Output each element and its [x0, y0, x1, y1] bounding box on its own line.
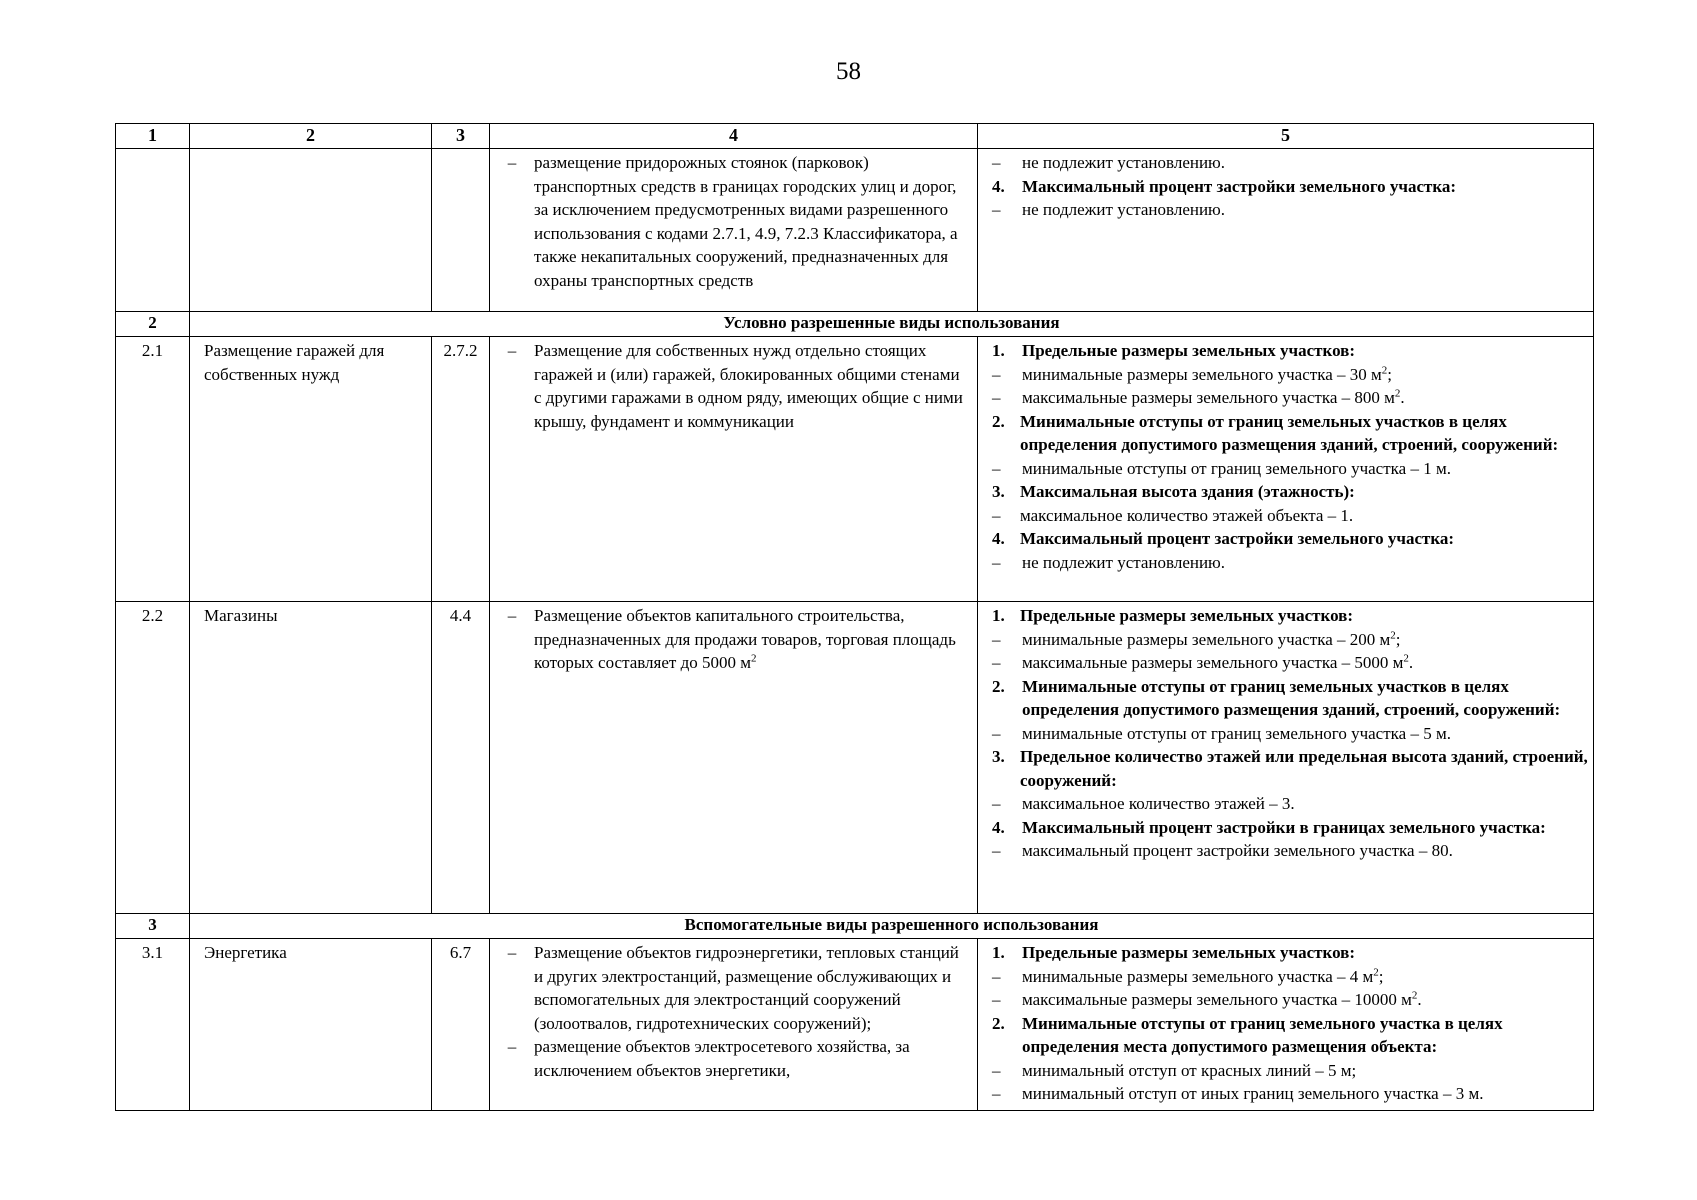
param-number: 4. — [992, 817, 1005, 837]
dash-marker: – — [992, 1060, 1001, 1080]
param-text: максимальные размеры земельного участка – 800 м — [1022, 388, 1395, 407]
param-text: минимальные отступы от границ земельного участка – 5 м. — [1022, 723, 1451, 743]
description-text: Размещение объектов капитального строительства, предназначенных для продажи товаров, торговая площадь которых составляет до 5000 м — [534, 606, 956, 672]
row-number: 2.2 — [116, 602, 190, 914]
param-number: 2. — [992, 411, 1005, 431]
dash-marker: – — [992, 966, 1001, 986]
dash-marker: – — [992, 505, 1001, 525]
header-col-2: 2 — [190, 124, 432, 149]
superscript: 2 — [1381, 363, 1388, 376]
param-number: 2. — [992, 1013, 1005, 1033]
cell-empty — [116, 149, 190, 312]
param-text: минимальные размеры земельного участка – 200 м — [1022, 629, 1391, 649]
param-text: минимальные размеры земельного участка – 30 м — [1022, 364, 1382, 384]
dash-marker: – — [992, 841, 1001, 860]
param-text: максимальное количество этажей объекта – 1. — [1020, 505, 1354, 525]
param-number: 4. — [992, 529, 1005, 548]
page-number: 58 — [836, 58, 861, 85]
param-text: минимальный отступ от красных линий – 5 м; — [1022, 1060, 1357, 1080]
param-text: минимальный отступ от иных границ земельного участка – 3 м. — [1022, 1084, 1484, 1103]
cell-parameters — [978, 602, 1594, 914]
superscript: 2 — [1394, 387, 1401, 400]
dash-marker: – — [507, 1037, 517, 1056]
section-number: 2 — [116, 312, 190, 337]
param-text: минимальные размеры земельного участка – 4 м — [1022, 966, 1374, 986]
use-name: Размещение гаражей для собственных нужд — [190, 337, 432, 602]
dash-marker: – — [992, 153, 1001, 172]
superscript: 2 — [1411, 989, 1418, 1002]
section-row-conditional — [116, 312, 1594, 337]
description-text: размещение объектов электросетевого хозяйства, за исключением объектов энергетики, — [534, 1037, 910, 1080]
punctuation: . — [1408, 653, 1414, 672]
cell-parameters — [978, 939, 1594, 1111]
param-heading: Максимальный процент застройки земельного участка: — [1022, 176, 1457, 196]
cell-parameters — [978, 337, 1594, 602]
param-number: 1. — [992, 943, 1005, 962]
table-row-3-1 — [116, 939, 1594, 1111]
section-number: 3 — [116, 914, 190, 939]
dash-marker: – — [992, 629, 1001, 649]
cell-description — [490, 337, 978, 602]
table-row-2-2 — [116, 602, 1594, 914]
section-title: Условно разрешенные виды использования — [190, 312, 1594, 337]
param-number: 2. — [992, 676, 1005, 696]
header-col-1: 1 — [116, 124, 190, 149]
use-code: 6.7 — [432, 939, 490, 1111]
row-number: 3.1 — [116, 939, 190, 1111]
param-text: максимальное количество этажей – 3. — [1022, 794, 1295, 813]
dash-marker: – — [992, 200, 1001, 219]
param-number: 1. — [992, 341, 1005, 360]
dash-marker: – — [507, 341, 517, 360]
dash-marker: – — [507, 153, 517, 172]
table-header-row — [116, 124, 1594, 149]
superscript: 2 — [1390, 628, 1396, 641]
header-col-3: 3 — [432, 124, 490, 149]
param-heading: Минимальные отступы от границ земельных участков в целях определения допустимого размещения зданий, строений, сооружений: — [1022, 676, 1561, 719]
punctuation: ; — [1387, 364, 1392, 384]
param-text: минимальные отступы от границ земельного участка – 1 м. — [1022, 458, 1451, 478]
dash-marker: – — [992, 1084, 1001, 1103]
cell-description — [490, 939, 978, 1111]
dash-marker: – — [507, 943, 517, 962]
section-row-auxiliary — [116, 914, 1594, 939]
land-use-table — [115, 123, 1594, 1111]
param-text: максимальные размеры земельного участка – 10000 м — [1022, 990, 1412, 1009]
param-number: 4. — [992, 176, 1005, 196]
dash-marker: – — [507, 606, 517, 625]
param-heading: Максимальный процент застройки земельного участка: — [1020, 529, 1455, 548]
punctuation: ; — [1395, 629, 1401, 649]
table-row-2-1 — [116, 337, 1594, 602]
use-code: 4.4 — [432, 602, 490, 914]
cell-empty — [190, 149, 432, 312]
superscript: 2 — [1403, 652, 1409, 665]
param-heading: Предельное количество этажей или предельная высота зданий, строений, сооружений: — [1020, 747, 1588, 790]
dash-marker: – — [992, 458, 1001, 478]
use-name: Энергетика — [190, 939, 432, 1111]
cell-description — [490, 149, 978, 312]
dash-marker: – — [992, 653, 1001, 672]
dash-marker: – — [992, 990, 1001, 1009]
row-number: 2.1 — [116, 337, 190, 602]
punctuation: . — [1400, 388, 1405, 407]
param-number: 1. — [992, 606, 1005, 625]
param-text: не подлежит установлению. — [1022, 200, 1226, 219]
param-text: максимальные размеры земельного участка – 5000 м — [1022, 653, 1404, 672]
param-number: 3. — [992, 482, 1005, 501]
dash-marker: – — [992, 364, 1001, 384]
param-text: максимальный процент застройки земельного участка – 80. — [1022, 841, 1453, 860]
description-text: Размещение объектов гидроэнергетики, тепловых станций и других электростанций, размещение обслуживающих и вспомогательных для электростанций сооружений (золоотвалов, гидротехнических сооружений); — [534, 943, 959, 1033]
cell-description — [490, 602, 978, 914]
table-row-continuation — [116, 149, 1594, 312]
cell-parameters — [978, 149, 1594, 312]
use-name: Магазины — [190, 602, 432, 914]
use-code: 2.7.2 — [432, 337, 490, 602]
param-text: не подлежит установлению. — [1022, 153, 1226, 172]
param-heading: Максимальная высота здания (этажность): — [1020, 482, 1355, 501]
superscript: 2 — [1373, 965, 1379, 978]
param-heading: Минимальные отступы от границ земельного участка в целях определения места допустимого размещения объекта: — [1022, 1013, 1503, 1056]
cell-empty — [432, 149, 490, 312]
description-text: размещение придорожных стоянок (парковок) транспортных средств в границах городских улиц и дорог, за исключением предусмотренных видами разрешенного использования с кодами 2.7.1, 4.9, 7.2.3 Классификатора, а также некапитальных сооружений, предназначенных для охраны транспортных средств — [534, 153, 958, 290]
punctuation: ; — [1378, 966, 1384, 986]
dash-marker: – — [992, 552, 1001, 572]
punctuation: . — [1417, 990, 1422, 1009]
header-col-4: 4 — [490, 124, 978, 149]
param-text: не подлежит установлению. — [1022, 552, 1226, 572]
superscript: 2 — [750, 652, 757, 665]
section-title: Вспомогательные виды разрешенного использования — [190, 914, 1594, 939]
param-heading: Предельные размеры земельных участков: — [1022, 943, 1356, 962]
param-heading: Максимальный процент застройки в границах земельного участка: — [1022, 817, 1546, 837]
param-heading: Предельные размеры земельных участков: — [1020, 606, 1354, 625]
dash-marker: – — [992, 723, 1001, 743]
param-heading: Минимальные отступы от границ земельных участков в целях определения допустимого размещения зданий, строений, сооружений: — [1020, 411, 1559, 454]
description-text: Размещение для собственных нужд отдельно стоящих гаражей и (или) гаражей, блокированных общими стенами с другими гаражами в одном ряду, имеющих общие с ними крышу, фундамент и коммуникации — [534, 341, 963, 431]
param-heading: Предельные размеры земельных участков: — [1022, 341, 1356, 360]
param-number: 3. — [992, 747, 1005, 766]
header-col-5: 5 — [978, 124, 1594, 149]
dash-marker: – — [992, 794, 1001, 813]
dash-marker: – — [992, 388, 1001, 407]
